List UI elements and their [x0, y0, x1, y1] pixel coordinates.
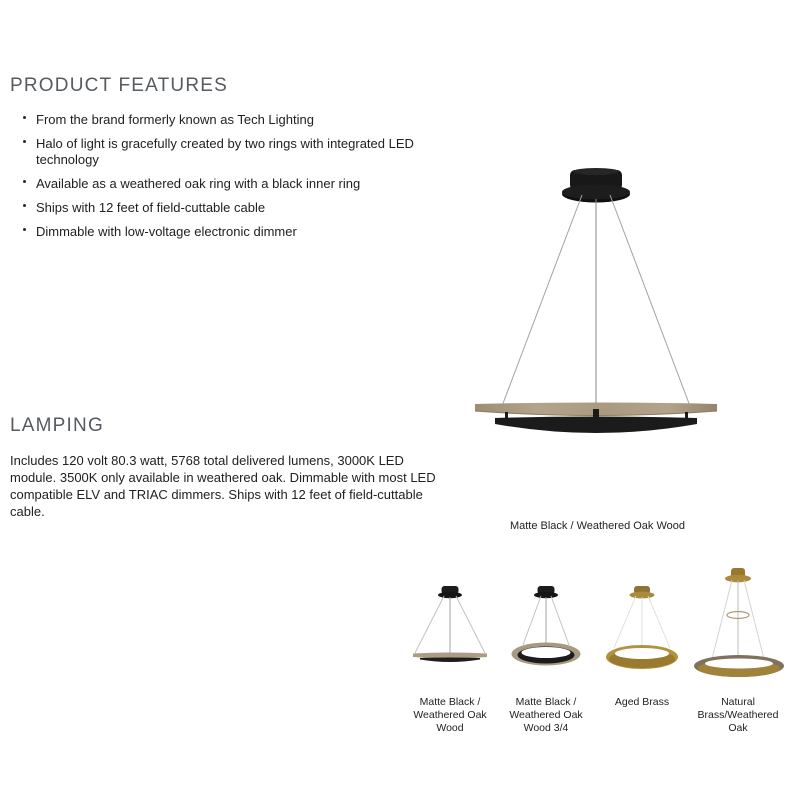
oak-and-black-ring	[512, 643, 581, 666]
lamping-heading: LAMPING	[10, 415, 104, 436]
pendant-cables	[502, 195, 690, 415]
feature-bullet: Halo of light is gracefully created by two rings with integrated LED technology	[36, 136, 425, 168]
variant-thumb-matte-black-weathered-oak-wood[interactable]	[402, 562, 498, 735]
variant1-pendant-icon	[402, 562, 498, 694]
variant-label: Matte Black / Weathered Oak Wood 3/4	[509, 696, 583, 734]
cables	[523, 596, 569, 645]
product-features-heading: PRODUCT FEATURES	[10, 75, 229, 96]
variant3-pendant-icon	[594, 562, 690, 694]
lamping-section	[10, 414, 442, 520]
variant4-pendant-icon	[690, 562, 786, 694]
feature-bullet: Dimmable with low-voltage electronic dimmer	[36, 224, 425, 240]
variant2-pendant-icon	[498, 562, 594, 694]
cables	[712, 580, 764, 662]
variant-label: Aged Brass	[614, 696, 670, 708]
pendant-illustration	[450, 163, 745, 448]
lamping-description: Includes 120 volt 80.3 watt, 5768 total delivered lumens, 3000K LED module. 3500K only available in weathered oak. Dimmable with most LED compatible ELV and TRIAC dimmers. Ships with 12 feet of field-cuttable cable.	[10, 453, 436, 519]
variant-label: Matte Black / Weathered Oak Wood	[413, 696, 487, 734]
variant-selector	[402, 562, 794, 735]
cables	[415, 596, 485, 653]
product-features-section	[10, 74, 425, 248]
pendant-canopy-icon	[562, 168, 630, 203]
variant-thumb-matte-black-weathered-oak-wood-3-4[interactable]	[498, 562, 594, 735]
main-image-caption: Matte Black / Weathered Oak Wood	[509, 520, 686, 532]
feature-bullet: Ships with 12 feet of field-cuttable cable	[36, 200, 425, 216]
canopy	[630, 586, 655, 598]
feature-bullet: From the brand formerly known as Tech Lighting	[36, 112, 425, 128]
brass-ring	[606, 645, 678, 669]
variant-label: Natural Brass/Weathered Oak	[697, 696, 779, 734]
canopy	[438, 586, 462, 598]
main-product-image[interactable]	[450, 163, 745, 448]
oak-brass-ring	[694, 655, 784, 677]
feature-bullet: Available as a weathered oak ring with a black inner ring	[36, 176, 425, 192]
black-ring	[420, 658, 480, 663]
variant-thumb-aged-brass[interactable]	[594, 562, 690, 735]
cables	[614, 596, 670, 648]
pendant-black-ring	[495, 417, 697, 434]
canopy	[534, 586, 558, 598]
variant-thumb-natural-brass-weathered-oak[interactable]	[690, 562, 786, 735]
feature-list	[10, 112, 425, 240]
